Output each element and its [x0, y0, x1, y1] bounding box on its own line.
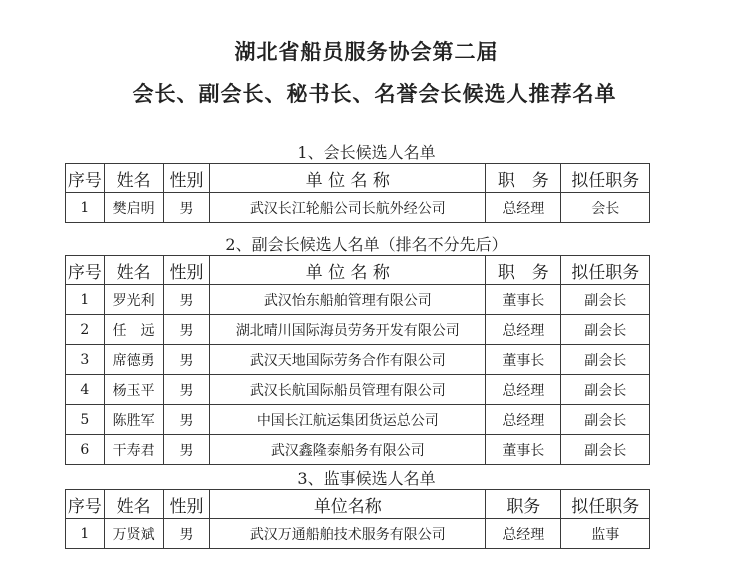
cell-position: 总经理: [486, 405, 561, 435]
header-cell: 性别: [163, 490, 210, 519]
table-header-row: [66, 164, 650, 193]
cell-number: 1: [66, 285, 105, 315]
table-row: [66, 285, 650, 315]
cell-name: 樊启明: [104, 193, 163, 223]
cell-position: 总经理: [486, 315, 561, 345]
cell-gender: 男: [163, 315, 210, 345]
cell-proposed-role: 副会长: [561, 435, 650, 465]
header-cell: 职 务: [486, 256, 561, 285]
cell-proposed-role: 副会长: [561, 285, 650, 315]
section-heading-supervisor: 3、监事候选人名单: [297, 469, 436, 488]
cell-position: 董事长: [486, 285, 561, 315]
cell-name: 席德勇: [104, 345, 163, 375]
cell-gender: 男: [163, 345, 210, 375]
header-cell: 性别: [163, 164, 210, 193]
table-row: [66, 519, 650, 549]
header-cell: 职 务: [486, 164, 561, 193]
cell-number: 5: [66, 405, 105, 435]
cell-proposed-role: 监事: [561, 519, 650, 549]
table-row: [66, 193, 650, 223]
header-cell: 序号: [66, 256, 105, 285]
cell-name: 干寿君: [104, 435, 163, 465]
header-cell: 性别: [163, 256, 210, 285]
table-row: [66, 315, 650, 345]
cell-gender: 男: [163, 285, 210, 315]
table-row: [66, 375, 650, 405]
cell-gender: 男: [163, 405, 210, 435]
cell-position: 总经理: [486, 375, 561, 405]
document-subtitle: 会长、副会长、秘书长、名誉会长候选人推荐名单: [132, 82, 617, 106]
cell-unit: 武汉天地国际劳务合作有限公司: [210, 345, 486, 375]
document-title: 湖北省船员服务协会第二届: [234, 40, 499, 64]
cell-unit: 湖北晴川国际海员劳务开发有限公司: [210, 315, 486, 345]
table-row: [66, 435, 650, 465]
header-cell: 单位名称: [210, 490, 486, 519]
cell-number: 4: [66, 375, 105, 405]
header-cell: 姓名: [104, 490, 163, 519]
cell-name: 万贤斌: [104, 519, 163, 549]
table-row: [66, 345, 650, 375]
cell-name: 罗光利: [104, 285, 163, 315]
cell-number: 6: [66, 435, 105, 465]
vice-president-candidates-table: [65, 255, 650, 465]
header-cell: 序号: [66, 490, 105, 519]
cell-unit: 武汉鑫隆泰船务有限公司: [210, 435, 486, 465]
table-header-row: [66, 256, 650, 285]
header-cell: 拟任职务: [561, 164, 650, 193]
header-cell: 拟任职务: [561, 490, 650, 519]
table-header-row: [66, 490, 650, 519]
president-candidates-table: [65, 163, 650, 223]
cell-number: 3: [66, 345, 105, 375]
cell-proposed-role: 副会长: [561, 315, 650, 345]
cell-gender: 男: [163, 519, 210, 549]
cell-unit: 武汉长江轮船公司长航外经公司: [210, 193, 486, 223]
header-cell: 单 位 名 称: [210, 164, 486, 193]
cell-name: 任 远: [104, 315, 163, 345]
header-cell: 序号: [66, 164, 105, 193]
cell-number: 1: [66, 519, 105, 549]
cell-name: 杨玉平: [104, 375, 163, 405]
cell-position: 总经理: [486, 519, 561, 549]
cell-position: 董事长: [486, 345, 561, 375]
section-heading-vice-president: 2、副会长候选人名单（排名不分先后）: [225, 235, 508, 254]
header-cell: 单 位 名 称: [210, 256, 486, 285]
header-cell: 职务: [486, 490, 561, 519]
supervisor-candidates-table: [65, 489, 650, 549]
cell-unit: 武汉长航国际船员管理有限公司: [210, 375, 486, 405]
cell-number: 1: [66, 193, 105, 223]
cell-unit: 中国长江航运集团货运总公司: [210, 405, 486, 435]
cell-name: 陈胜军: [104, 405, 163, 435]
cell-gender: 男: [163, 375, 210, 405]
cell-proposed-role: 会长: [561, 193, 650, 223]
cell-position: 董事长: [486, 435, 561, 465]
table-row: [66, 405, 650, 435]
section-heading-president: 1、会长候选人名单: [297, 143, 436, 162]
cell-proposed-role: 副会长: [561, 345, 650, 375]
cell-number: 2: [66, 315, 105, 345]
cell-unit: 武汉怡东船舶管理有限公司: [210, 285, 486, 315]
cell-position: 总经理: [486, 193, 561, 223]
cell-proposed-role: 副会长: [561, 375, 650, 405]
cell-gender: 男: [163, 435, 210, 465]
cell-unit: 武汉万通船舶技术服务有限公司: [210, 519, 486, 549]
cell-proposed-role: 副会长: [561, 405, 650, 435]
header-cell: 拟任职务: [561, 256, 650, 285]
header-cell: 姓名: [104, 256, 163, 285]
header-cell: 姓名: [104, 164, 163, 193]
cell-gender: 男: [163, 193, 210, 223]
